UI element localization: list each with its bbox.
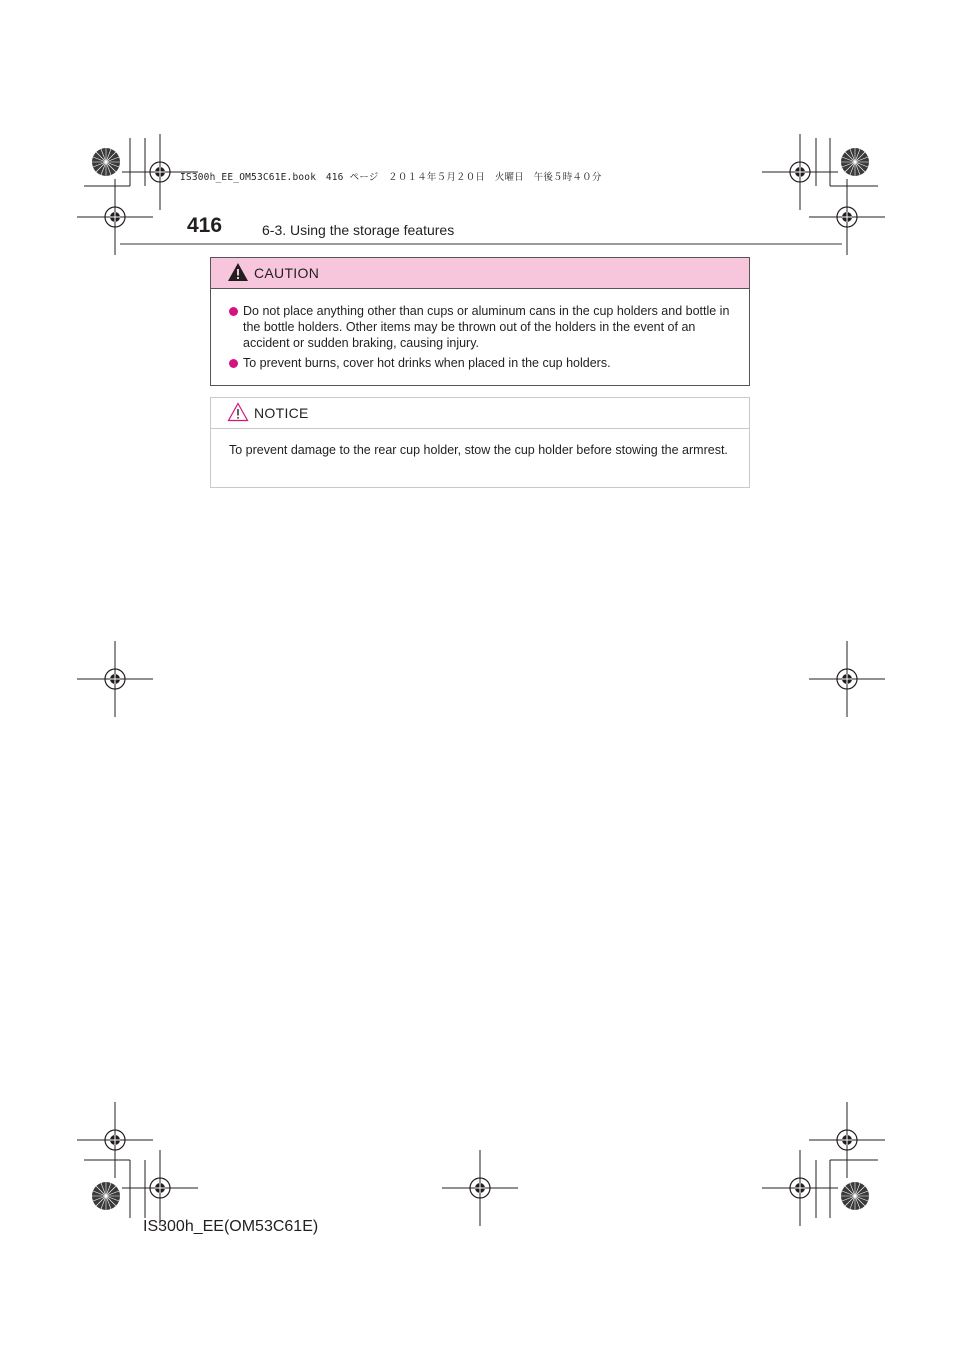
- caution-item-text: To prevent burns, cover hot drinks when placed in the cup holders.: [243, 356, 611, 370]
- page-number: 416: [187, 214, 223, 237]
- warning-outline-triangle-icon: [227, 402, 249, 427]
- caution-item-text: Do not place anything other than cups or aluminum cans in the cup holders and bottle in the bottle holders. Other items may be thrown out of the holders in the event of an accident or sudden braking, causing injury.: [243, 304, 730, 350]
- caution-label: CAUTION: [254, 265, 320, 281]
- caution-box: [210, 257, 750, 386]
- section-title: 6-3. Using the storage features: [262, 222, 455, 238]
- list-item: [211, 303, 749, 351]
- bullet-dot-icon: [229, 307, 238, 316]
- bullet-dot-icon: [229, 359, 238, 368]
- warning-triangle-icon: [227, 262, 249, 287]
- header-rule: [120, 243, 842, 245]
- caution-header: [211, 258, 749, 289]
- notice-text: To prevent damage to the rear cup holder, stow the cup holder before stowing the armrest.: [229, 443, 728, 457]
- notice-header: [211, 398, 749, 429]
- footer-model-code: IS300h_EE(OM53C61E): [143, 1218, 319, 1235]
- notice-label: NOTICE: [254, 405, 309, 421]
- list-item: [211, 355, 749, 371]
- print-info-line: IS300h_EE_OM53C61E.book 416 ページ ２０１４年５月２０日 火曜日 午後５時４０分: [180, 172, 602, 183]
- notice-box: [210, 397, 750, 488]
- caution-body: [211, 289, 749, 371]
